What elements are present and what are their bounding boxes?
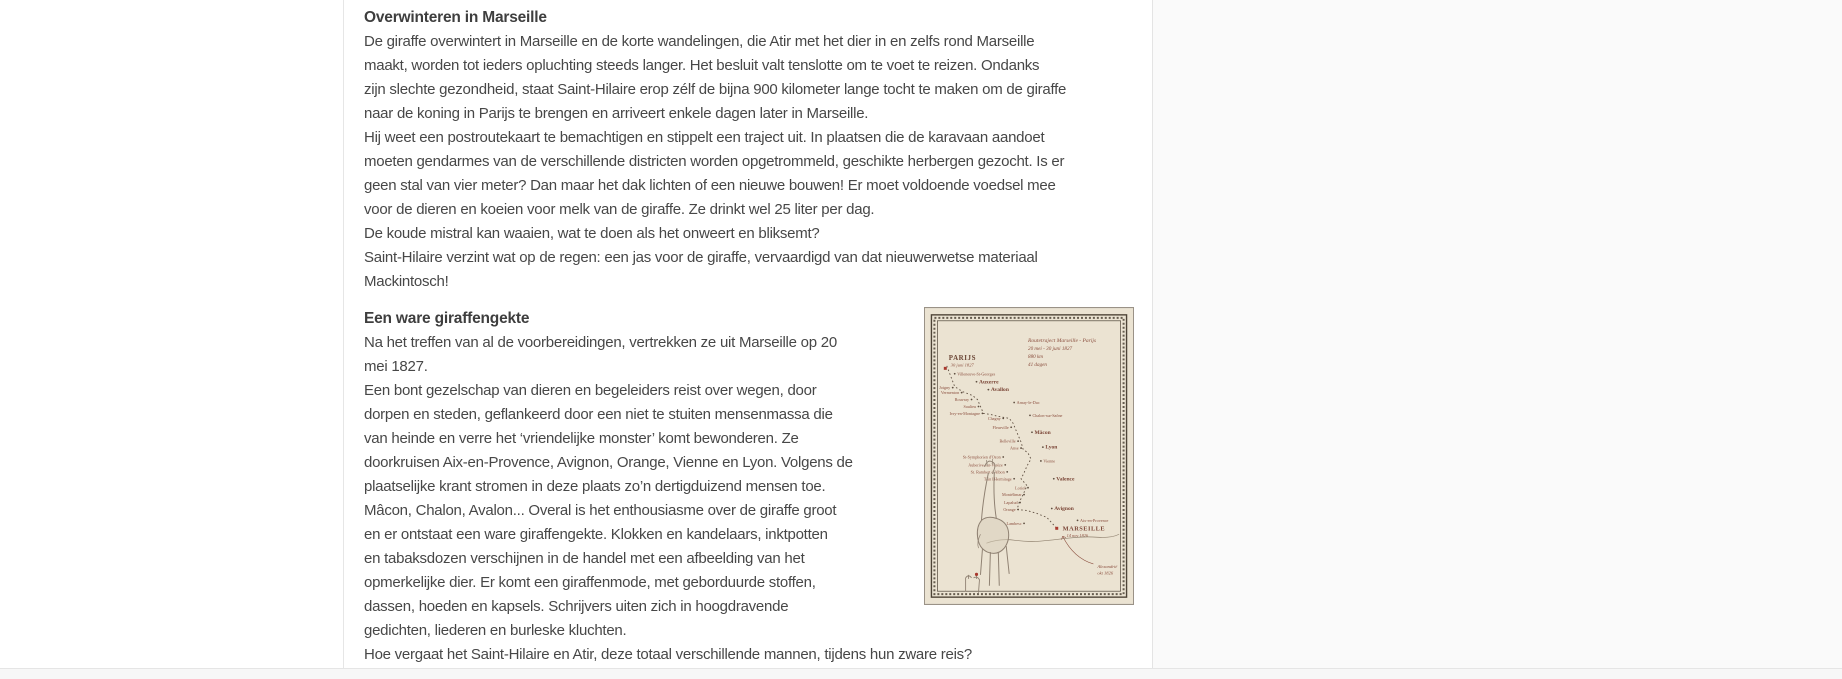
figure-red-fez bbox=[975, 573, 978, 576]
article-content bbox=[344, 0, 1152, 668]
map-paris-date: 30 juni 1827 bbox=[950, 362, 974, 368]
map-city-label: Anse bbox=[1010, 445, 1019, 451]
route-map-illustration bbox=[925, 308, 1133, 604]
map-city-label: Montélimar bbox=[1001, 492, 1022, 498]
map-city-label: Vienne bbox=[1043, 458, 1056, 464]
footer-strip bbox=[0, 668, 1842, 679]
map-legend-line: 880 km bbox=[1028, 353, 1044, 360]
map-city-label: Lambesc bbox=[1006, 520, 1022, 526]
map-city-label: Avallon bbox=[990, 387, 1009, 394]
map-city-label: Lyon bbox=[1045, 444, 1058, 451]
map-marseille-date: 14 nov 1826 bbox=[1066, 533, 1089, 539]
map-city-label: Villeneuve-St-Georges bbox=[957, 371, 996, 377]
map-city-label: Mâcon bbox=[1034, 429, 1051, 436]
map-city-label: Auberive-sur-Varèze bbox=[968, 462, 1003, 468]
section-giraffengekte bbox=[364, 307, 1134, 667]
section-heading: Overwinteren in Marseille bbox=[364, 9, 547, 26]
map-city-label: Lapalud bbox=[1003, 500, 1018, 506]
map-legend-line: 41 dagen bbox=[1028, 361, 1048, 368]
map-city-label: Loriol bbox=[1015, 485, 1026, 491]
map-origin-note: Alexandrië bbox=[1097, 563, 1118, 569]
map-city-label: Avignon bbox=[1054, 506, 1074, 513]
map-city-label: Aix-en-Provence bbox=[1080, 517, 1109, 523]
body-text: De giraffe overwintert in Marseille en de korte wandelingen, die Atir met het dier in en zelfs rond Marseille maakt, worden tot ieders opluchting steeds langer. Het besluit valt tenslotte om te voet te reizen. Ondanks zijn slechte gezondheid, staat Saint-Hilaire erop zélf de bijna 900 kilometer lange tocht te maken om de giraffe naar de koning in Parijs te brengen en arriveert enkele dagen later in Marseille. Hij weet een postroutekaart te bemachtigen en stippelt een traject uit. In plaatsen die de karavaan aandoet moeten gendarmes van de verschillende districten worden opgetrommeld, geschikte herbergen gezocht. Is er geen stal van vier meter? Dan maar het dak lichten of een nieuwe bouwen! Er moet voldoende voedsel mee voor de dieren en koeien voor melk van de giraffe. Ze drinkt wel 25 liter per dag. De koude mistral kan waaien, wat te doen als het onweert en bliksemt? Saint-Hilaire verzint wat op de regen: een jas voor de giraffe, vervaardigd van dat nieuwerwetse materiaal Mackintosch! bbox=[364, 33, 1067, 290]
map-origin-note: okt 1826 bbox=[1097, 570, 1114, 576]
body-text: Na het treffen van al de voorbereidingen, vertrekken ze uit Marseille op 20 mei 1827. Een bont gezelschap van dieren en begeleiders reist over wegen, door dorpen en steden, geflankeerd door een niet te stuiten mensenmassa die van heinde en verre het ‘vriendelijke monster’ komt bewonderen. Ze doorkruisen Aix-en-Provence, Avignon, Orange, Vienne en Lyon. Volgens de plaatselijke krant stromen in deze plaats zo’n dertigduizend mensen toe. Mâcon, Chalon, Avalon... Overal is het enthousiasme over de giraffe groot en er ontstaat een ware giraffengekte. Klokken en kandelaars, inktpotten en tabaksdozen verschijnen in de handel met een afbeelding van het opmerkelijke dier. Er komt een giraffenmode, met geborduurde stoffen, dassen, hoeden en kapsels. Schrijvers uiten zich in hoogdravende gedichten, liederen en burleske kluchten. Hoe vergaat het Saint-Hilaire en Atir, deze totaal verschillende mannen, tijdens hun zware reis? bbox=[364, 334, 973, 663]
map-legend-line: 20 mei - 30 juni 1827 bbox=[1028, 346, 1073, 353]
map-city-label: Arnay-le-Duc bbox=[1016, 400, 1040, 406]
map-city-label: Fleurville bbox=[992, 424, 1009, 430]
map-city-label: Tain l'Hermitage bbox=[983, 476, 1012, 482]
map-legend-line: Routetraject Marseille - Parijs bbox=[1028, 338, 1097, 345]
map-city-label: Auxerre bbox=[978, 379, 999, 386]
map-city-label: St. Rambert d'Albon bbox=[970, 469, 1005, 475]
map-city-label: Valence bbox=[1056, 476, 1075, 483]
map-city-label: Belleville bbox=[999, 438, 1016, 444]
section-heading: Een ware giraffengekte bbox=[364, 310, 530, 327]
right-margin-panel bbox=[1152, 0, 1842, 668]
map-city-label: Chalon-sur-Saône bbox=[1032, 412, 1063, 418]
map-city-label: Joigny bbox=[939, 385, 951, 391]
map-city-label: Orange bbox=[1003, 507, 1016, 513]
map-city-label: Rouvray bbox=[954, 397, 970, 403]
map-city-label: Vermenton bbox=[940, 390, 960, 396]
map-paris-label: PARIJS bbox=[948, 354, 977, 362]
map-marseille-label: MARSEILLE bbox=[1062, 525, 1106, 533]
map-city-label: Chagny bbox=[987, 415, 1001, 421]
map-city-label: Ivry-en-Montagne bbox=[949, 410, 980, 416]
route-map-figure bbox=[924, 307, 1134, 605]
map-city-label: Saulieu bbox=[963, 404, 977, 410]
map-city-label: St-Symphorien d'Ozon bbox=[962, 454, 1001, 460]
section-overwinteren bbox=[364, 6, 1134, 294]
